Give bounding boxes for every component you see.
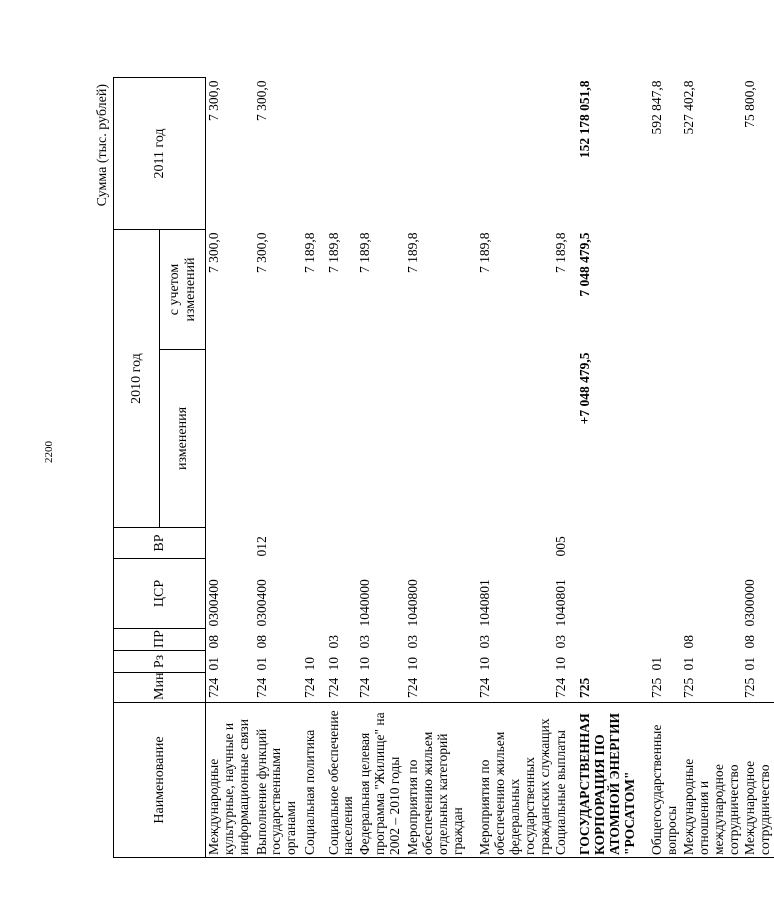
row-name: Мероприятия по обеспечению жильем федеральных государственных гражданских служащих	[477, 703, 553, 858]
row-name: Выполнение функций государственными органами	[254, 703, 302, 858]
row-vr	[302, 528, 326, 559]
row-vr	[649, 528, 681, 559]
table-row	[326, 78, 358, 858]
table-row	[681, 78, 742, 858]
row-name: Международные отношения и международное сотрудничество	[681, 703, 742, 858]
table-body	[206, 78, 774, 858]
table-row	[649, 78, 681, 858]
row-rz: 10	[477, 657, 493, 671]
row-csr: 1040801	[477, 579, 493, 627]
table-row	[405, 78, 477, 858]
row-rz: 01	[253, 657, 269, 671]
row-name: Мероприятия по обеспечению жильем отдельных категорий граждан	[405, 703, 477, 858]
row-min: 724	[325, 677, 341, 698]
row-vr	[357, 528, 405, 559]
table-row	[254, 78, 302, 858]
row-2011: 592 847,8	[649, 80, 665, 135]
row-2011: 7 300,0	[206, 80, 221, 121]
table-row	[477, 78, 553, 858]
rotated-page	[95, 78, 773, 858]
row-2011: 527 402,8	[681, 80, 697, 135]
row-with-changes	[649, 230, 681, 350]
row-rz: 01	[649, 657, 665, 671]
row-vr	[681, 528, 742, 559]
row-pr	[302, 629, 326, 651]
col-csr-header: ЦСР	[114, 559, 206, 629]
row-csr: 0300000	[742, 579, 758, 627]
row-changes	[405, 350, 477, 528]
row-vr	[577, 528, 649, 559]
row-name: Социальная политика	[302, 703, 326, 858]
row-2011	[405, 78, 477, 230]
row-name: Федеральная целевая программа "Жилище" на 2002 – 2010 годы	[357, 703, 405, 858]
row-name: Международное сотрудничество	[742, 703, 774, 858]
row-2011: 75 800,0	[742, 80, 758, 128]
row-vr	[206, 528, 254, 559]
row-name: Социальное обеспечение населения	[326, 703, 358, 858]
col-name-header: Наименование	[114, 703, 206, 858]
row-with-changes: 7 300,0	[206, 232, 221, 273]
row-min: 724	[553, 677, 569, 698]
table-row	[553, 78, 577, 858]
row-2011: 152 178 051,8	[577, 80, 593, 159]
col-2010-header: 2010 год	[114, 230, 160, 528]
row-changes	[254, 350, 302, 528]
row-vr	[477, 528, 553, 559]
row-name: Международные культурные, научные и информационные связи	[206, 703, 254, 858]
row-min: 724	[357, 677, 373, 698]
row-min: 724	[301, 677, 317, 698]
table-row	[302, 78, 326, 858]
row-2011	[357, 78, 405, 230]
row-changes	[357, 350, 405, 528]
row-with-changes: 7 189,8	[301, 232, 317, 273]
row-csr: 1040800	[405, 579, 421, 627]
row-with-changes: 7 189,8	[553, 232, 569, 273]
row-2011	[302, 78, 326, 230]
row-with-changes	[742, 230, 774, 350]
col-rz-header: Рз	[114, 651, 206, 673]
row-with-changes: 7 048 479,5	[577, 232, 593, 297]
row-vr	[742, 528, 774, 559]
row-csr	[681, 559, 742, 629]
row-pr: 08	[206, 635, 221, 649]
row-rz: 10	[301, 657, 317, 671]
row-pr: 03	[477, 635, 493, 649]
row-csr	[302, 559, 326, 629]
row-pr	[577, 629, 649, 651]
row-2011: 7 300,0	[253, 80, 269, 121]
col-min-header: Мин	[114, 673, 206, 703]
row-min: 724	[206, 677, 221, 698]
row-csr	[649, 559, 681, 629]
row-rz: 01	[681, 657, 697, 671]
row-rz: 01	[206, 657, 221, 671]
row-rz: 10	[325, 657, 341, 671]
table-row	[206, 78, 254, 858]
row-with-changes: 7 300,0	[253, 232, 269, 273]
row-vr: 005	[553, 536, 569, 557]
row-csr: 0300400	[253, 579, 269, 627]
col-changes-header: изменения	[160, 350, 206, 528]
row-pr: 08	[253, 635, 269, 649]
row-min: 725	[681, 677, 697, 698]
row-min: 724	[253, 677, 269, 698]
row-rz: 10	[405, 657, 421, 671]
row-name: ГОСУДАРСТВЕННАЯ КОРПОРАЦИЯ ПО АТОМНОЙ ЭНЕРГИИ "РОСАТОМ"	[577, 703, 649, 858]
row-min: 725	[577, 677, 593, 698]
row-pr: 03	[325, 635, 341, 649]
row-2011	[477, 78, 553, 230]
col-with-changes-header: с учетом изменений	[160, 230, 206, 350]
row-csr: 0300400	[206, 579, 221, 627]
row-rz: 01	[742, 657, 758, 671]
row-pr: 03	[553, 635, 569, 649]
row-changes: +7 048 479,5	[577, 352, 593, 425]
col-pr-header: ПР	[114, 629, 206, 651]
row-vr: 012	[253, 536, 269, 557]
table-row	[742, 78, 774, 858]
col-2011-header: 2011 год	[114, 78, 206, 230]
row-csr: 1040801	[553, 579, 569, 627]
row-pr: 03	[357, 635, 373, 649]
row-with-changes: 7 189,8	[357, 232, 373, 273]
row-min: 724	[477, 677, 493, 698]
row-rz: 10	[553, 657, 569, 671]
row-changes	[302, 350, 326, 528]
row-name: Общегосударственные вопросы	[649, 703, 681, 858]
row-2011	[326, 78, 358, 230]
row-changes	[553, 350, 577, 528]
row-pr: 08	[681, 635, 697, 649]
row-with-changes: 7 189,8	[325, 232, 341, 273]
row-name: Социальные выплаты	[553, 703, 577, 858]
row-csr	[326, 559, 358, 629]
row-csr	[577, 559, 649, 629]
row-changes	[206, 350, 254, 528]
row-changes	[742, 350, 774, 528]
row-changes	[477, 350, 553, 528]
table-row	[357, 78, 405, 858]
row-min: 725	[649, 677, 665, 698]
row-rz: 10	[357, 657, 373, 671]
row-changes	[681, 350, 742, 528]
row-min: 724	[405, 677, 421, 698]
budget-table	[113, 77, 774, 858]
page-number: 2200	[43, 441, 55, 463]
row-vr	[405, 528, 477, 559]
row-min: 725	[742, 677, 758, 698]
row-pr: 03	[405, 635, 421, 649]
table-row	[577, 78, 649, 858]
row-with-changes	[681, 230, 742, 350]
row-rz	[577, 651, 649, 673]
row-changes	[326, 350, 358, 528]
units-caption: Сумма (тыс. рублей)	[95, 84, 110, 207]
row-with-changes: 7 189,8	[477, 232, 493, 273]
row-with-changes: 7 189,8	[405, 232, 421, 273]
row-pr: 08	[742, 635, 758, 649]
row-2011	[553, 78, 577, 230]
row-pr	[649, 629, 681, 651]
row-changes	[649, 350, 681, 528]
table-header	[114, 78, 206, 858]
row-vr	[326, 528, 358, 559]
col-vr-header: ВР	[114, 528, 206, 559]
row-csr: 1040000	[357, 579, 373, 627]
